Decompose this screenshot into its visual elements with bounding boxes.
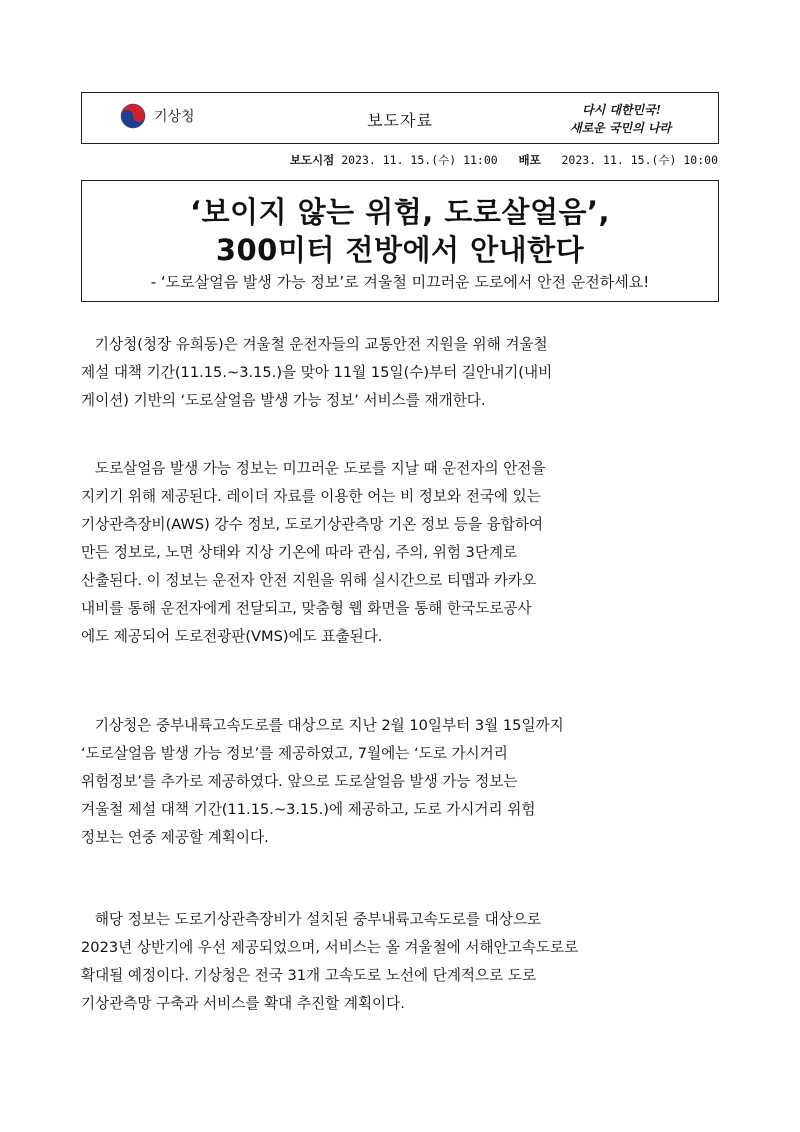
paragraph-line: 제설 대책 기간(11.15.~3.15.)을 맞아 11월 15일(수)부터 길안내기(내비	[81, 364, 553, 381]
paragraph-line: 도로살얼음 발생 가능 정보는 미끄러운 도로를 지날 때 운전자의 안전을	[81, 460, 546, 477]
paragraph-line: 지키기 위해 제공된다. 레이더 자료를 이용한 어는 비 정보와 전국에 있는	[81, 488, 541, 505]
paragraph-line: 2023년 상반기에 우선 제공되었으며, 서비스는 올 겨울철에 서해안고속도로로	[81, 939, 579, 956]
headline-line-2: 300미터 전방에서 안내한다	[215, 233, 585, 267]
paragraph-line: 정보는 연중 제공할 계획이다.	[81, 829, 269, 846]
body-paragraph-1	[81, 331, 721, 415]
release-info	[0, 152, 718, 168]
org-name: 기상청	[154, 109, 195, 125]
paragraph-line: 기상청(청장 유희동)은 겨울철 운전자들의 교통안전 지원을 위해 겨울철	[81, 336, 548, 353]
body-paragraph-2	[81, 455, 721, 651]
embargo-value: 2023. 11. 15.(수) 11:00	[341, 153, 498, 167]
paragraph-line: 확대될 예정이다. 기상청은 전국 31개 고속도로 노선에 단계적으로 도로	[81, 967, 537, 984]
paragraph-line: 만든 정보로, 노면 상태와 지상 기온에 따라 관심, 주의, 위험 3단계로	[81, 544, 518, 561]
paragraph-line: 기상관측망 구축과 서비스를 확대 추진할 계획이다.	[81, 995, 405, 1012]
embargo-label: 보도시점	[289, 153, 335, 167]
doc-type-title: 보도자료	[367, 111, 433, 130]
paragraph-line: 기상청은 중부내륙고속도로를 대상으로 지난 2월 10일부터 3월 15일까지	[81, 717, 564, 734]
distribution-label: 배포	[518, 153, 541, 167]
slogan-line2: 새로운 국민의 나라	[570, 121, 672, 135]
paragraph-line: ‘도로살얼음 발생 가능 정보’를 제공하였고, 7월에는 ‘도로 가시거리	[81, 745, 508, 762]
headline-box	[81, 180, 719, 302]
distribution-value: 2023. 11. 15.(수) 10:00	[561, 153, 718, 167]
body-paragraph-4	[81, 906, 721, 1018]
paragraph-line: 산출된다. 이 정보는 운전자 안전 지원을 위해 실시간으로 티맵과 카카오	[81, 572, 537, 589]
paragraph-line: 해당 정보는 도로기상관측장비가 설치된 중부내륙고속도로를 대상으로	[81, 911, 542, 928]
paragraph-line: 겨울철 제설 대책 기간(11.15.~3.15.)에 제공하고, 도로 가시거리 위험	[81, 801, 536, 818]
paragraph-line: 게이션) 기반의 ‘도로살얼음 발생 가능 정보’ 서비스를 재개한다.	[81, 392, 486, 409]
slogan-line1: 다시 대한민국!	[582, 103, 661, 117]
body-paragraph-3	[81, 712, 721, 852]
headline-line-1: ‘보이지 않는 위험, 도로살얼음’,	[189, 195, 611, 229]
paragraph-line: 위험정보’를 추가로 제공하였다. 앞으로 도로살얼음 발생 가능 정보는	[81, 773, 518, 790]
paragraph-line: 에도 제공되어 도로전광판(VMS)에도 표출된다.	[81, 628, 383, 645]
paragraph-line: 기상관측장비(AWS) 강수 정보, 도로기상관측망 기온 정보 등을 융합하여	[81, 516, 544, 533]
subheadline: - ‘도로살얼음 발생 가능 정보’로 겨울철 미끄러운 도로에서 안전 운전하세요!	[150, 273, 650, 291]
slogan-handwriting	[568, 99, 698, 143]
header-box	[81, 92, 719, 144]
paragraph-line: 내비를 통해 운전자에게 전달되고, 맞춤형 웹 화면을 통해 한국도로공사	[81, 600, 532, 617]
